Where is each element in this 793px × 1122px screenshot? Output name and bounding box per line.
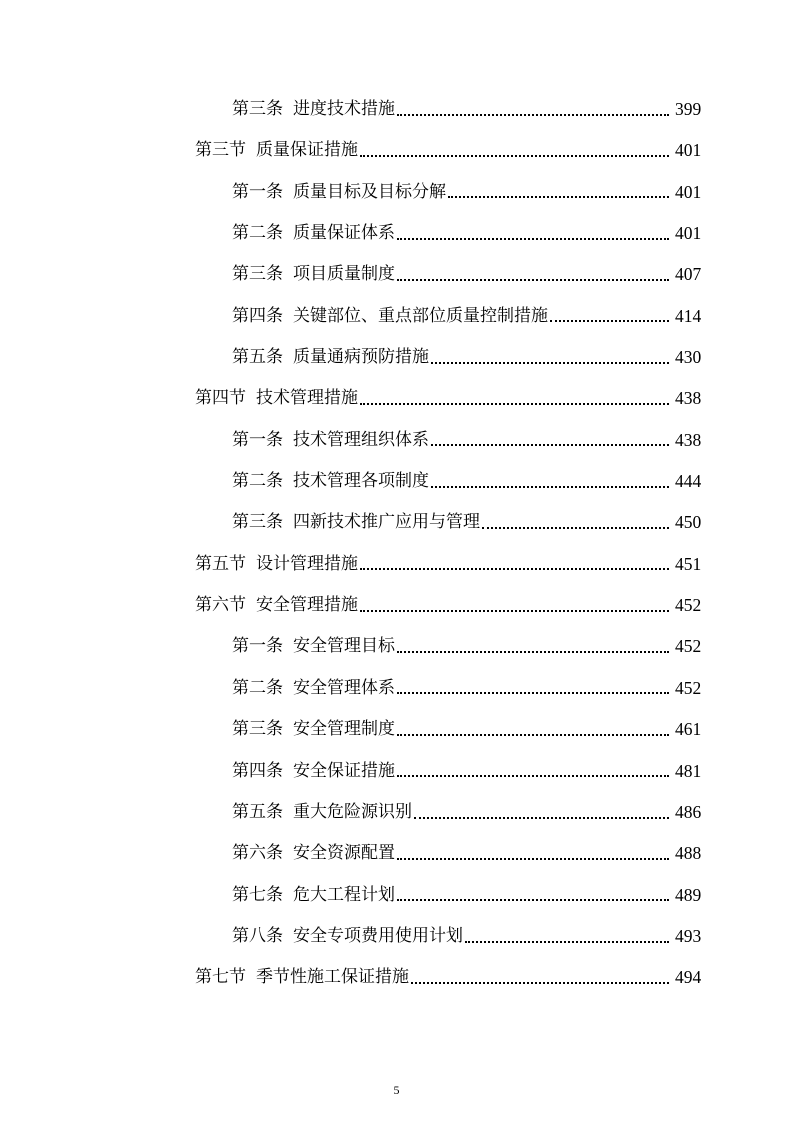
dot-leader	[397, 692, 669, 694]
toc-entry-label	[232, 668, 671, 709]
toc-entry-number: 第三条	[232, 719, 283, 740]
toc-entry-title: 危大工程计划	[293, 884, 395, 905]
toc-entry-label	[232, 709, 671, 750]
toc-entry-page: 461	[675, 719, 702, 740]
toc-entry-page: 438	[675, 429, 702, 450]
toc-entry-label	[232, 833, 671, 874]
dot-leader	[397, 775, 669, 777]
dot-leader	[550, 320, 669, 322]
toc-entry-title: 安全管理目标	[293, 636, 395, 657]
toc-article-entry[interactable]	[0, 254, 793, 295]
toc-section-entry[interactable]	[0, 957, 793, 998]
toc-section-entry[interactable]	[0, 585, 793, 626]
toc-entry-page: 481	[675, 760, 702, 781]
toc-entry-label	[232, 916, 671, 957]
toc-entry-page: 452	[675, 677, 702, 698]
page-number: 5	[393, 1083, 400, 1097]
toc-entry-number: 第二条	[232, 223, 283, 244]
toc-entry-label	[232, 172, 671, 213]
toc-entry-title: 安全保证措施	[293, 760, 395, 781]
toc-entry-title: 技术管理措施	[256, 388, 358, 409]
toc-entry-page: 430	[675, 347, 702, 368]
toc-entry-page: 401	[675, 223, 702, 244]
toc-entry-number: 第一条	[232, 636, 283, 657]
toc-entry-page: 452	[675, 595, 702, 616]
toc-entry-number: 第三条	[232, 264, 283, 285]
dot-leader	[397, 899, 669, 901]
toc-article-entry[interactable]	[0, 420, 793, 461]
dot-leader	[360, 568, 669, 570]
toc-entry-title: 技术管理各项制度	[293, 471, 429, 492]
toc-article-entry[interactable]	[0, 875, 793, 916]
toc-entry-label	[232, 461, 671, 502]
toc-entry-label	[195, 130, 671, 171]
toc-entry-title: 安全资源配置	[293, 843, 395, 864]
toc-entry-title: 技术管理组织体系	[293, 429, 429, 450]
toc-article-entry[interactable]	[0, 296, 793, 337]
toc-entry-title: 安全管理措施	[256, 595, 358, 616]
toc-entry-title: 安全管理体系	[293, 677, 395, 698]
toc-entry-page: 452	[675, 636, 702, 657]
toc-entry-page: 493	[675, 925, 702, 946]
toc-entry-title: 四新技术推广应用与管理	[293, 512, 480, 533]
toc-section-entry[interactable]	[0, 378, 793, 419]
toc-entry-page: 401	[675, 140, 702, 161]
toc-entry-number: 第七条	[232, 884, 283, 905]
toc-entry-number: 第三条	[232, 512, 283, 533]
toc-entry-page: 401	[675, 181, 702, 202]
toc-article-entry[interactable]	[0, 751, 793, 792]
toc-entry-label	[232, 337, 671, 378]
toc-entry-number: 第六条	[232, 843, 283, 864]
toc-entry-number: 第四节	[195, 388, 246, 409]
toc-entry-number: 第四条	[232, 760, 283, 781]
toc-entry-label	[232, 254, 671, 295]
dot-leader	[397, 279, 669, 281]
toc-entry-title: 质量保证体系	[293, 223, 395, 244]
toc-entry-title: 重大危险源识别	[293, 801, 412, 822]
table-of-contents	[0, 89, 793, 999]
toc-entry-title: 安全专项费用使用计划	[293, 925, 463, 946]
toc-entry-number: 第五节	[195, 553, 246, 574]
toc-entry-number: 第八条	[232, 925, 283, 946]
toc-entry-number: 第三节	[195, 140, 246, 161]
toc-article-entry[interactable]	[0, 172, 793, 213]
toc-entry-page: 414	[675, 305, 702, 326]
toc-entry-number: 第三条	[232, 99, 283, 119]
toc-section-entry[interactable]	[0, 544, 793, 585]
toc-entry-title: 季节性施工保证措施	[256, 967, 409, 988]
dot-leader	[482, 527, 669, 529]
toc-article-entry[interactable]	[0, 833, 793, 874]
toc-article-entry[interactable]	[0, 502, 793, 543]
toc-entry-page: 451	[675, 553, 702, 574]
dot-leader	[431, 486, 669, 488]
toc-entry-number: 第六节	[195, 595, 246, 616]
toc-entry-label	[232, 420, 671, 461]
toc-article-entry[interactable]	[0, 626, 793, 667]
toc-entry-title: 关键部位、重点部位质量控制措施	[293, 305, 548, 326]
toc-article-entry[interactable]	[0, 668, 793, 709]
toc-entry-label	[195, 378, 671, 419]
dot-leader	[397, 651, 669, 653]
toc-entry-page: 486	[675, 801, 702, 822]
toc-entry-label	[232, 875, 671, 916]
toc-entry-label	[232, 792, 671, 833]
toc-entry-number: 第一条	[232, 181, 283, 202]
toc-entry-title: 设计管理措施	[256, 553, 358, 574]
toc-entry-page: 489	[675, 884, 702, 905]
toc-entry-title: 质量保证措施	[256, 140, 358, 161]
toc-article-entry[interactable]	[0, 916, 793, 957]
toc-entry-title: 项目质量制度	[293, 264, 395, 285]
toc-article-entry[interactable]	[0, 89, 793, 130]
toc-entry-page: 407	[675, 264, 702, 285]
dot-leader	[431, 444, 669, 446]
toc-entry-page: 494	[675, 967, 702, 988]
toc-entry-page: 399	[675, 99, 702, 119]
toc-section-entry[interactable]	[0, 130, 793, 171]
toc-entry-page: 444	[675, 471, 702, 492]
toc-entry-page: 488	[675, 843, 702, 864]
toc-entry-label	[232, 213, 671, 254]
toc-article-entry[interactable]	[0, 337, 793, 378]
toc-entry-label	[232, 502, 671, 543]
toc-entry-label	[195, 585, 671, 626]
toc-entry-label	[232, 296, 671, 337]
toc-entry-label	[232, 751, 671, 792]
toc-article-entry[interactable]	[0, 792, 793, 833]
toc-entry-title: 进度技术措施	[293, 99, 395, 119]
dot-leader	[397, 858, 669, 860]
dot-leader	[414, 817, 669, 819]
toc-entry-title: 安全管理制度	[293, 719, 395, 740]
dot-leader	[448, 196, 669, 198]
dot-leader	[431, 362, 669, 364]
dot-leader	[397, 114, 669, 116]
toc-entry-number: 第二条	[232, 471, 283, 492]
toc-entry-title: 质量目标及目标分解	[293, 181, 446, 202]
toc-entry-title: 质量通病预防措施	[293, 347, 429, 368]
toc-entry-label	[232, 626, 671, 667]
dot-leader	[397, 238, 669, 240]
dot-leader	[360, 610, 669, 612]
toc-entry-number: 第一条	[232, 429, 283, 450]
toc-entry-number: 第七节	[195, 967, 246, 988]
toc-entry-page: 438	[675, 388, 702, 409]
toc-entry-number: 第五条	[232, 347, 283, 368]
toc-entry-number: 第四条	[232, 305, 283, 326]
toc-entry-label	[195, 544, 671, 585]
dot-leader	[397, 734, 669, 736]
dot-leader	[360, 155, 669, 157]
dot-leader	[411, 982, 669, 984]
toc-article-entry[interactable]	[0, 213, 793, 254]
dot-leader	[360, 403, 669, 405]
toc-entry-label	[195, 957, 671, 998]
toc-entry-page: 450	[675, 512, 702, 533]
toc-article-entry[interactable]	[0, 461, 793, 502]
toc-article-entry[interactable]	[0, 709, 793, 750]
dot-leader	[465, 941, 669, 943]
toc-entry-number: 第五条	[232, 801, 283, 822]
toc-entry-label	[232, 89, 671, 130]
toc-entry-number: 第二条	[232, 677, 283, 698]
